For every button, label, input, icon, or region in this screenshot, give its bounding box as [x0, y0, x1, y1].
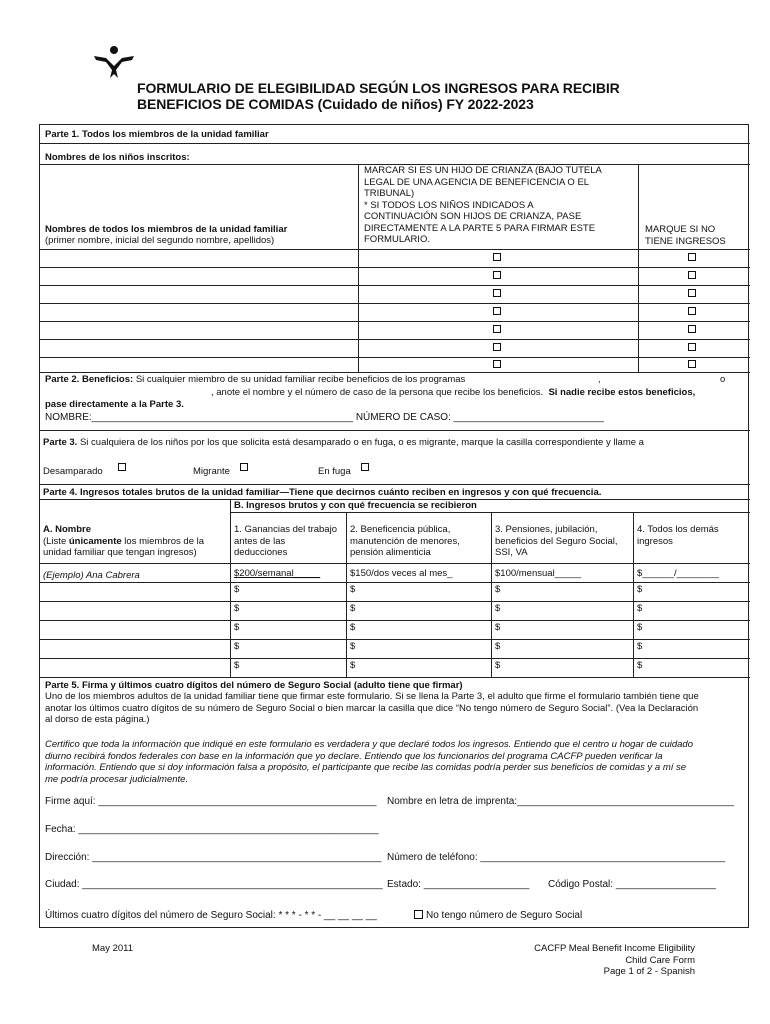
part5-instructions: Uno de los miembros adultos de la unidad familiar tiene que firmar este formulario. Si se llena la Parte 3, el adulto que firme el formulario también tiene que anotar los últimos cuatro dígitos de su número de Seguro Social o bien marcar la casilla que dice “No tengo número de Seguro Social”. (Vea la Declaración al dorso de esta página.): [45, 691, 699, 725]
no-income-checkbox[interactable]: [688, 360, 696, 368]
ssn-last-four-field[interactable]: Últimos cuatro dígitos del número de Seguro Social: * * * - * * - __ __ __ __: [45, 910, 377, 921]
welfare-field[interactable]: $: [350, 584, 356, 595]
address-field[interactable]: Dirección: ____________________________________________________: [45, 852, 382, 863]
title-line-2: BENEFICIOS DE COMIDAS (Cuidado de niños) FY 2022-2023: [137, 96, 534, 112]
household-member-name-field[interactable]: [42, 286, 356, 302]
other-income-field[interactable]: $: [637, 622, 643, 633]
footer-form-info: CACFP Meal Benefit Income Eligibility Child Care Form Page 1 of 2 - Spanish: [534, 943, 695, 977]
household-member-name-field[interactable]: [42, 340, 356, 356]
welfare-field[interactable]: $: [350, 641, 356, 652]
other-income-field[interactable]: $: [637, 603, 643, 614]
homeless-checkbox[interactable]: [118, 463, 126, 471]
foster-child-checkbox[interactable]: [493, 307, 501, 315]
other-income-field[interactable]: $: [637, 584, 643, 595]
pensions-field[interactable]: $: [495, 641, 501, 652]
zip-code-field[interactable]: Código Postal: __________________: [548, 879, 716, 890]
no-ssn-label: No tengo número de Seguro Social: [426, 910, 583, 921]
city-field[interactable]: Ciudad: ______________________________________________________: [45, 879, 383, 890]
welfare-field[interactable]: $: [350, 603, 356, 614]
household-names-subheader: (primer nombre, inicial del segundo nombre, apellidos): [45, 235, 275, 246]
part4-heading: Parte 4. Ingresos totales brutos de la unidad familiar—Tiene que decirnos cuánto reciben en ingresos y con qué frecuencia.: [43, 487, 602, 498]
other-income-field[interactable]: $: [637, 660, 643, 671]
income-column-b-header: B. Ingresos brutos y con qué frecuencia se recibieron: [234, 500, 477, 511]
no-ssn-checkbox[interactable]: [414, 910, 423, 919]
part2-line3: pase directamente a la Parte 3.: [45, 399, 184, 410]
earnings-field[interactable]: $: [234, 641, 240, 652]
example-pensions: $100/mensual_____: [495, 568, 582, 579]
household-names-header: Nombres de todos los miembros de la unidad familiar: [45, 224, 288, 235]
foster-child-checkbox[interactable]: [493, 360, 501, 368]
part1-heading: Parte 1. Todos los miembros de la unidad familiar: [45, 129, 269, 140]
example-other: $______/________: [637, 568, 719, 579]
no-income-checkbox[interactable]: [688, 325, 696, 333]
title-line-1: FORMULARIO DE ELEGIBILIDAD SEGÚN LOS INGRESOS PARA RECIBIR: [137, 80, 620, 96]
part5-heading: Parte 5. Firma y últimos cuatro dígitos del número de Seguro Social (adulto tiene que firmar): [45, 680, 463, 691]
household-member-name-field[interactable]: [42, 250, 356, 266]
pensions-field[interactable]: $: [495, 603, 501, 614]
footer-date: May 2011: [92, 943, 134, 954]
foster-child-checkbox[interactable]: [493, 343, 501, 351]
foster-child-checkbox[interactable]: [493, 253, 501, 261]
certification-statement: Certifico que toda la información que indiqué en este formulario es verdadera y que declaré todos los ingresos. Entiendo que el centro u hogar de cuidado diurno recibirá fondos federales con base en la información que yo declare. Entiendo que los funcionarios del programa CACFP pueden verificar la información. Entiendo que si doy información falsa a propósito, el participante que recibe las comidas podría perder sus beneficios de comidas y a mí se me podría procesar judicialmente.: [45, 739, 693, 785]
earnings-field[interactable]: $: [234, 660, 240, 671]
welfare-field[interactable]: $: [350, 660, 356, 671]
no-income-checkbox[interactable]: [688, 271, 696, 279]
no-income-header: MARQUE SI NO TIENE INGRESOS: [645, 224, 726, 247]
welfare-column-header: 2. Beneficencia pública, manutención de menores, pensión alimenticia: [350, 524, 460, 558]
part2-line1: Parte 2. Beneficios: Si cualquier miembro de su unidad familiar recibe beneficios de los programas: [45, 374, 466, 385]
part2-or: o: [720, 374, 726, 385]
other-income-column-header: 4. Todos los demás ingresos: [637, 524, 719, 547]
part3-text: Parte 3. Si cualquiera de los niños por los que solicita está desamparado o en fuga, o es migrante, marque la casilla correspondiente y llame a: [43, 437, 644, 448]
earnings-field[interactable]: $: [234, 584, 240, 595]
household-member-name-field[interactable]: [42, 322, 356, 338]
form-title: [137, 80, 620, 112]
no-income-checkbox[interactable]: [688, 343, 696, 351]
part2-comma: ,: [598, 374, 601, 385]
earnings-column-header: 1. Ganancias del trabajo antes de las deducciones: [234, 524, 337, 558]
foster-child-checkbox[interactable]: [493, 325, 501, 333]
household-member-name-field[interactable]: [42, 268, 356, 284]
phone-field[interactable]: Número de teléfono: ____________________________________________: [387, 852, 726, 863]
pensions-field[interactable]: $: [495, 622, 501, 633]
migrant-label: Migrante: [193, 466, 230, 477]
foster-child-header: MARCAR SI ES UN HIJO DE CRIANZA (BAJO TUTELA LEGAL DE UNA AGENCIA DE BENEFICENCIA O EL TRIBUNAL) * SI TODOS LOS NIÑOS INDICADOS A CONTINUACIÓN SON HIJOS DE CRIANZA, PASE DIRECTAMENTE A LA PARTE 5 PARA FIRMAR ESTE FORMULARIO.: [364, 165, 602, 245]
benefits-name-case-field[interactable]: NOMBRE:_______________________________________________ NÚMERO DE CASO: ___________________________: [45, 412, 604, 423]
earnings-field[interactable]: $: [234, 603, 240, 614]
enrolled-children-label: Nombres de los niños inscritos:: [45, 152, 190, 163]
other-income-field[interactable]: $: [637, 641, 643, 652]
household-member-name-field[interactable]: [42, 358, 356, 371]
example-welfare: $150/dos veces al mes_: [350, 568, 453, 579]
runaway-label: En fuga: [318, 466, 351, 477]
example-name: (Ejemplo) Ana Cabrera: [43, 570, 140, 581]
pensions-column-header: 3. Pensiones, jubilación, beneficios del Seguro Social, SSI, VA: [495, 524, 618, 558]
earnings-field[interactable]: $: [234, 622, 240, 633]
usda-emblem-logo: [92, 44, 136, 80]
runaway-checkbox[interactable]: [361, 463, 369, 471]
no-income-checkbox[interactable]: [688, 307, 696, 315]
foster-child-checkbox[interactable]: [493, 271, 501, 279]
homeless-label: Desamparado: [43, 466, 103, 477]
name-column-header: A. Nombre (Liste únicamente los miembros de la unidad familiar que tengan ingresos): [43, 524, 205, 558]
part2-line2: , anote el nombre y el número de caso de la persona que recibe los beneficios. Si nadie recibe estos beneficios,: [211, 387, 696, 398]
pensions-field[interactable]: $: [495, 584, 501, 595]
no-income-checkbox[interactable]: [688, 253, 696, 261]
printed-name-field[interactable]: Nombre en letra de imprenta:_______________________________________: [387, 796, 734, 807]
welfare-field[interactable]: $: [350, 622, 356, 633]
eligibility-form: [39, 124, 749, 928]
example-earnings: $200/semanal_____: [234, 568, 321, 579]
state-field[interactable]: Estado: ___________________: [387, 879, 530, 890]
foster-child-checkbox[interactable]: [493, 289, 501, 297]
signature-field[interactable]: Firme aquí: __________________________________________________: [45, 796, 377, 807]
migrant-checkbox[interactable]: [240, 463, 248, 471]
household-member-name-field[interactable]: [42, 304, 356, 320]
no-income-checkbox[interactable]: [688, 289, 696, 297]
date-field[interactable]: Fecha: ______________________________________________________: [45, 824, 379, 835]
pensions-field[interactable]: $: [495, 660, 501, 671]
